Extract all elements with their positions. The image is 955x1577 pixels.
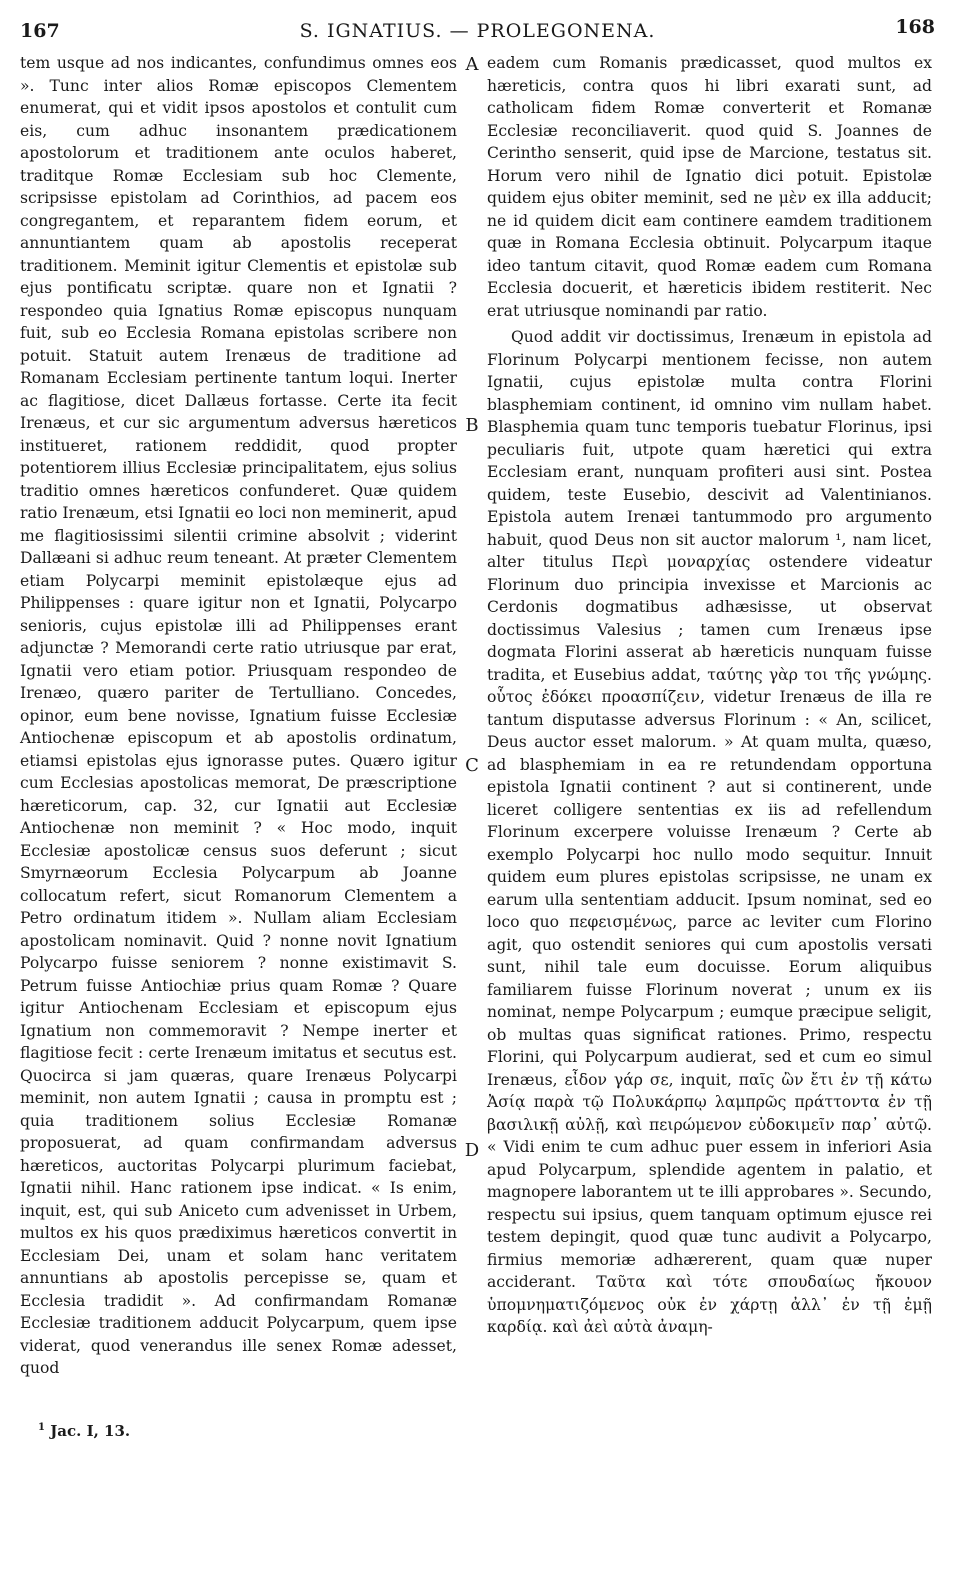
- right-column: [487, 52, 932, 1339]
- margin-letter-c: C: [465, 755, 479, 776]
- margin-letter-d: D: [464, 1140, 480, 1161]
- left-column: [20, 52, 457, 1380]
- footnote-mark: 1: [38, 1422, 45, 1433]
- footnote-text: Jac. I, 13.: [50, 1422, 131, 1440]
- page-number-left: 167: [20, 20, 60, 42]
- margin-letter-a: A: [465, 54, 479, 75]
- margin-letter-b: B: [465, 415, 479, 436]
- right-paragraph: eadem cum Romanis prædicasset, quod multos ex hæreticis, contra quos hi libri exarati sunt, ad catholicam fidem Romæ converterit et Romanæ Ecclesiæ reconciliaverit. quod quid S. Joannes de Cerintho senserit, quid ipse de Marcione, testatus sit. Horum vero nihil de Ignatio dici potuit. Epistolæ quidem ejus obiter meminit, sed ne μὲν ex illa adducit; ne id quidem dicit eam continere eamdem traditionem quæ in Romana Ecclesia obtinuit. Polycarpum itaque ideo tantum citavit, quod Romæ eadem cum Romana Ecclesia docuerit, et hæreticis ibidem restiterit. Nec erat utriusque nominandi par ratio.: [487, 54, 932, 320]
- running-header: [20, 16, 935, 46]
- left-paragraph: tem usque ad nos indicantes, confundimus omnes eos ». Tunc inter alios Romæ episcopos Clementem enumerat, qui et vidit ipsos apostolos et contulit cum eis, cum adhuc insonantem prædicationem apostolorum et traditionem ante oculos haberet, traditque Romæ Ecclesiam sub hoc Clemente, scripsisse epistolam ad Corinthios, ad pacem eos congregantem, et reparantem fidem eorum, et annuntiantem quam ab apostolis receperat traditionem. Meminit igitur Clementis et epistolæ sub ejus pontificatu scriptæ. quare non et Ignatii ? respondeo quia Ignatius Romæ episcopus nunquam fuit, sub eo Ecclesia Romana epistolas scribere non potuit. Statuit autem Irenæus de traditione ad Romanam Ecclesiam pertinente tantum loqui. Inerter ac flagitiose, dicet Dallæus fortasse. Certe ita fecit Irenæus, et cur sic argumentum adversus hæreticos institueret, rationem reddidit, quod propter potentiorem illius Ecclesiæ principalitatem, ejus solius traditio omnes hæreticos confunderet. Quæ quidem ratio Irenæum, etsi Ignatii eo loci non meminerit, apud me flagitiosissimi silentii crimine absolvit ; viderint Dallæani si adhuc reum teneant. At præter Clementem etiam Polycarpi meminit epistolæque ejus ad Philippenses : quare igitur non et Ignatii, Polycarpo senioris, cujus epistolæ illi ad Philippenses erant adjunctæ ? Memorandi certe ratio utriusque par erat, Ignatii vero etiam potior. Priusquam respondeo de Irenæo, quæro pariter de Tertulliano. Concedes, opinor, eum bene novisse, Ignatium fuisse Ecclesiæ Antiochenæ episcopum et ab apostolis ordinatum, etiamsi epistolas ejus ignorasse putes. Quæro igitur cum Ecclesias apostolicas memorat, De præscriptione hæreticorum, cap. 32, cur Ignatii aut Ecclesiæ Antiochenæ non meminit ? « Hoc modo, inquit Ecclesiæ apostolicæ census suos deferunt ; sicut Smyrnæorum Ecclesia Polycarpum ab Joanne collocatum refert, sicut Romanorum Clementem a Petro ordinatum itidem ». Nullam aliam Ecclesiam apostolicam nominavit. Quid ? nonne novit Ignatium Polycarpo fuisse seniorem ? nonne existimavit S. Petrum fuisse Antiochiæ prius quam Romæ ? Quare igitur Antiochenam Ecclesiam et episcopum ejus Ignatium non commemoravit ? Nempe inerter et flagitiose fecit : certe Irenæum imitatus et secutus est. Quocirca si jam quæras, quare Irenæus Polycarpi meminit, non autem Ignatii ; causa in promptu est ; quia traditionem solius Ecclesiæ Romanæ proposuerat, ad quam confirmandam adversus hæreticos, auctoritas Polycarpi plurimum faciebat, Ignatii nihil. Hanc rationem ipse indicat. « Is enim, inquit, est, qui sub Aniceto cum advenisset in Urbem, multos ex his quos prædiximus hæreticos convertit in Ecclesiam Dei, unam et solam hanc veritatem annuntians ab apostolis percepisse se, quam et Ecclesia tradidit ». Ad confirmandam Romanæ Ecclesiæ traditionem adducit Polycarpum, quem ipse viderat, quod venerandus ille senex Romæ adesset, quod: [20, 54, 457, 1377]
- running-title: S. IGNATIUS. — PROLEGONENA.: [299, 20, 656, 42]
- page-number-right: 168: [895, 16, 935, 38]
- footnote: [38, 1422, 130, 1440]
- right-paragraph: Quod addit vir doctissimus, Irenæum in epistola ad Florinum Polycarpi mentionem fecisse, non autem Ignatii, cujus epistolæ multa contra Florini blasphemiam continent, id omnino vim nullam habet. Blasphemia quam tunc temporis tuebatur Florinus, ipsi peculiaris fuit, utpote quam hæretici qui extra Ecclesiam erant, nunquam profiteri ausi sint. Postea quidem, teste Eusebio, descivit ad Valentinianos. Epistola autem Irenæi tantummodo pro argumento habuit, quod Deus non sit auctor malorum ¹, nam licet, alter titulus Περὶ μοναρχίας ostendere videatur Florinum duo principia invexisse et Marcionis ac Cerdonis dogmatibus adhæsisse, ut observat doctissimus Valesius ; tamen cum Irenæus ipse dogmata Florini asserat ab hæreticis nunquam fuisse tradita, et Eusebius addat, ταύτης γὰρ τοι τῆς γνώμης. οὗτος ἐδόκει προασπίζειν, videtur Irenæus de illa re tantum disputasse adversus Florinum : « An, scilicet, Deus auctor esset malorum. » At quam multa, quæso, ad blasphemiam in ea re retundendam opportuna epistola Ignatii continent ? aut si continerent, unde liceret colligere sententias ex iis ad refellendum Florinum excerpere voluisse Irenæum ? Certe ab exemplo Polycarpi hoc nullo modo sequitur. Innuit quidem eum plures epistolas scripsisse, ne unam ex earum ulla sententiam adducit. Ipsum nominat, sed eo loco quo πεφεισμένως, parce ac leviter cum Florino agit, quo ostendit seniores qui cum apostolis versati sunt, nihil tale eum docuisse. Eorum aliquibus familiarem fuisse Florinum noverat ; unum ex iis nominat, nempe Polycarpum ; eumque præcipue seligit, ob multas quas significat rationes. Primo, respectu Florini, qui Polycarpum audierat, sed et cum eo simul Irenæus, εἶδον γάρ σε, inquit, παῖς ὢν ἔτι ἐν τῇ κάτω Ἀσίᾳ παρὰ τῷ Πολυκάρπῳ λαμπρῶς πράττοντα ἐν τῇ βασιλικῇ αὐλῇ, καὶ πειρώμενον εὐδοκιμεῖν παρ᾽ αὐτῷ. « Vidi enim te cum adhuc puer essem in inferiori Asia apud Polycarpum, splendide agentem in palatio, et magnopere laborantem ut te illi approbares ». Secundo, respectu sui ipsius, quem tanquam optimum ejusce rei testem depingit, quod quæ tunc audivit a Polycarpo, firmius memoriæ adhærerent, quam quæ nuper acciderant. Ταῦτα καὶ τότε σπουδαίως ἤκουον ὑπομνηματιζόμενος οὐκ ἐν χάρτῃ ἀλλ᾽ ἐν τῇ ἐμῇ καρδίᾳ. καὶ ἀεὶ αὐτὰ ἀναμη-: [487, 328, 932, 1336]
